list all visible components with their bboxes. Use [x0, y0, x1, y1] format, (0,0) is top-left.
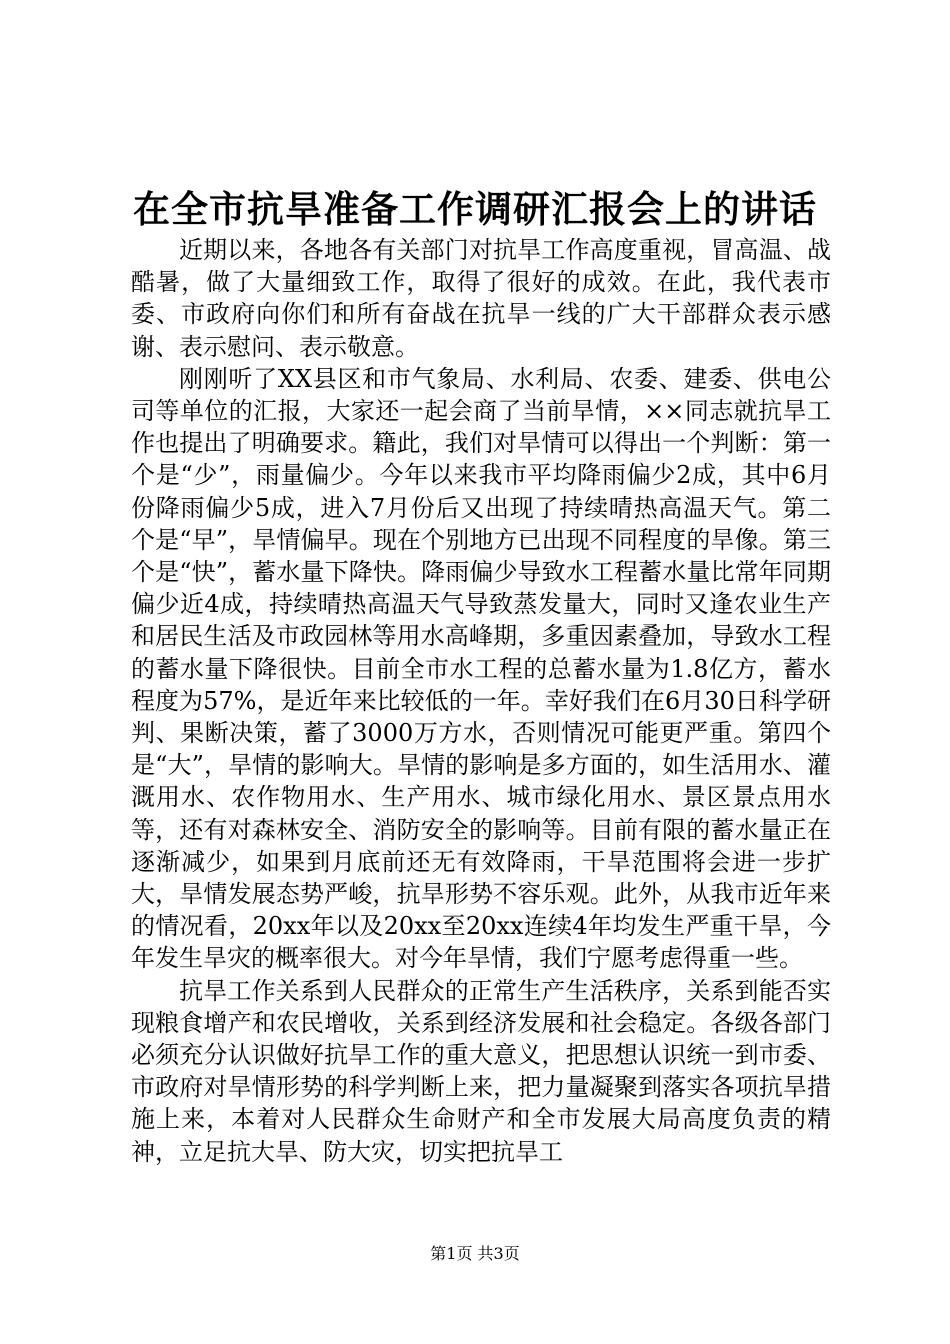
paragraph-1: 近期以来，各地各有关部门对抗旱工作高度重视，冒高温、战酷暑，做了大量细致工作，取得了很好的成效。在此，我代表市委、市政府向你们和所有奋战在抗旱一线的广大干部群众表示感谢、表示慰问、表示敬意。 [131, 236, 831, 361]
document-body [131, 234, 831, 1168]
paragraph-3: 抗旱工作关系到人民群众的正常生产生活秩序，关系到能否实现粮食增产和农民增收，关系到经济发展和社会稳定。各级各部门必须充分认识做好抗旱工作的重大意义，把思想认识统一到市委、市政府对旱情形势的科学判断上来，把力量凝聚到落实各项抗旱措施上来，本着对人民群众生命财产和全市发展大局高度负责的精神，立足抗大旱、防大灾，切实把抗旱工 [131, 976, 831, 1166]
page-number-footer: 第1页 共3页 [430, 1244, 520, 1263]
paragraph-2: 刚刚听了XX县区和市气象局、水利局、农委、建委、供电公司等单位的汇报，大家还一起会商了当前旱情，××同志就抗旱工作也提出了明确要求。籍此，我们对旱情可以得出一个判断：第一个是“少”，雨量偏少。今年以来我市平均降雨偏少2成，其中6月份降雨偏少5成，进入7月份后又出现了持续晴热高温天气。第二个是“早”，旱情偏早。现在个别地方已出现不同程度的旱像。第三个是“快”，蓄水量下降快。降雨偏少导致水工程蓄水量比常年同期偏少近4成，持续晴热高温天气导致蒸发量大，同时又逢农业生产和居民生活及市政园林等用水高峰期，多重因素叠加，导致水工程的蓄水量下降很快。目前全市水工程的总蓄水量为1.8亿方，蓄水程度为57%，是近年来比较低的一年。幸好我们在6月30日科学研判、果断决策，蓄了3000万方水，否则情况可能更严重。第四个是“大”，旱情的影响大。旱情的影响是多方面的，如生活用水、灌溉用水、农作物用水、生产用水、城市绿化用水、景区景点用水等，还有对森林安全、消防安全的影响等。目前有限的蓄水量正在逐渐减少，如果到月底前还无有效降雨，干旱范围将会进一步扩大，旱情发展态势严峻，抗旱形势不容乐观。此外，从我市近年来的情况看，20xx年以及20xx至20xx连续4年均发生严重干旱，今年发生旱灾的概率很大。对今年旱情，我们宁愿考虑得重一些。 [131, 364, 831, 973]
document-title: 在全市抗旱准备工作调研汇报会上的讲话 [133, 187, 817, 231]
